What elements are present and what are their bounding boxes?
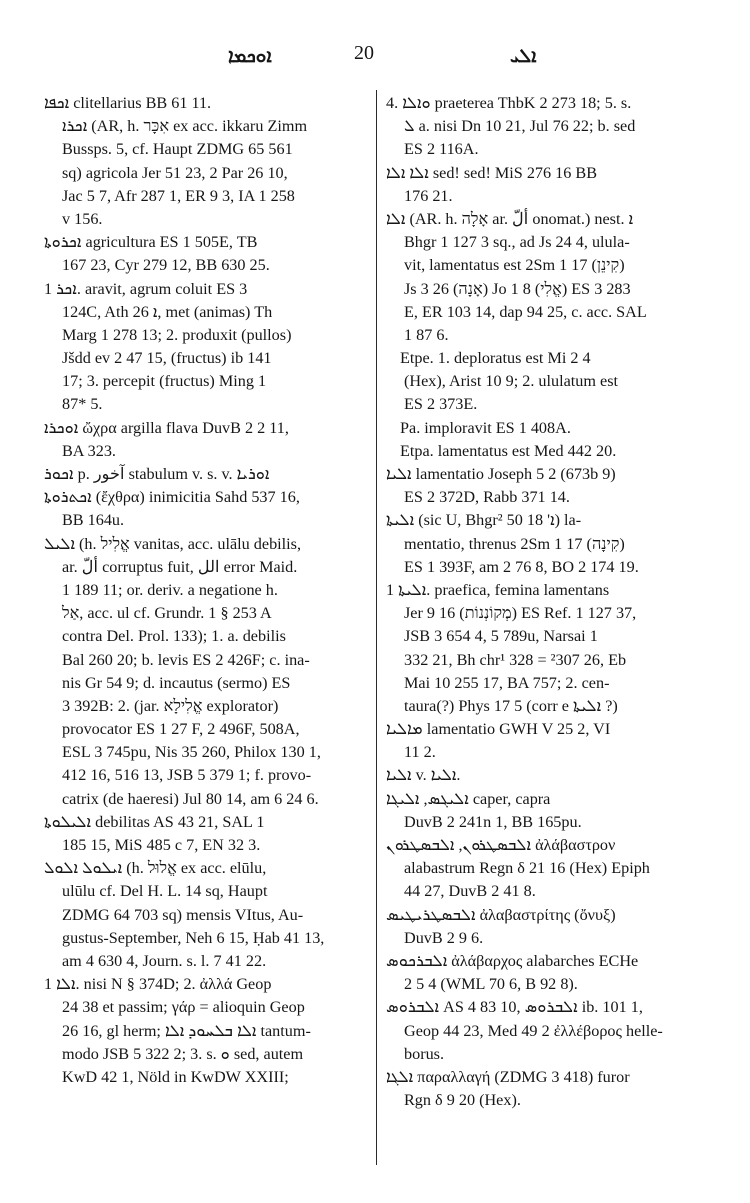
entry-line: 124C, Ath ܐ 26, met (animas) Th xyxy=(62,302,273,321)
entry-line: vit, lamentatus est 2Sm 1 17 (קִינֵן) xyxy=(404,256,625,275)
entry-line: ܐܠܒܪܘܣ AS 4 83 10, ܐܠܒܪܘܣ ib. 101 1, xyxy=(386,998,643,1017)
entry-line: borus. xyxy=(404,1044,445,1063)
entry-line: sq) agricola Jer 51 23, 2 Par 26 10, xyxy=(62,163,288,182)
entry-line: Mai 10 255 17, BA 757; 2. cen- xyxy=(404,673,610,692)
entry-line: alabastrum Regn δ 21 16 (Hex) Epiph xyxy=(404,859,650,878)
entry-line: v 156. xyxy=(62,209,103,228)
entry-line: Jšdd ev 2 47 15, (fructus) ib 141 xyxy=(62,349,272,368)
entry-line: KwD 42 1, Nöld in KwDW XXIII; xyxy=(62,1067,289,1086)
entry-line: BA 323. xyxy=(62,441,116,460)
entry-line: ES 2 372D, Rabb 371 14. xyxy=(404,488,570,507)
entry-line: ܐܠܒܪܟܘܣ ἀλάβαρχος alabarches ECHe xyxy=(386,951,639,970)
entry-line: catrix (de haeresi) Jul 80 14, am 6 24 6. xyxy=(62,789,319,808)
entry-line: 17; 3. percepit (fructus) Ming 1 xyxy=(62,372,267,391)
entry-line: Jac 5 7, Afr 287 1, ER 9 3, IA 1 258 xyxy=(62,186,295,205)
entry-line: modo JSB 5 322 2; 3. s. ܘ sed, autem xyxy=(62,1044,304,1063)
entry-line: 332 21, Bh chr¹ 328 = ²307 26, Eb xyxy=(404,650,627,669)
entry-line: Js 3 26 (אָנָה) Jo 1 8 (אֱלִי) ES 3 283 xyxy=(404,279,631,298)
entry-line: ܐܠܐ 1. nisi N § 374D; 2. ἀλλά Geop xyxy=(44,975,272,994)
entry-line: ܐܠܝܐ lamentatio Joseph 5 2 (673b 9) xyxy=(386,465,616,483)
entry-line: ܐܟܪܘܬܐ agricultura ES 1 505E, TB xyxy=(44,233,258,252)
entry-line: 176 21. xyxy=(404,186,453,205)
entry-line: JSB 3 654 4, 5 789u, Narsai 1 xyxy=(404,627,598,646)
entry-line: ܐܠܝܐ v. ܐܠܝܐ. xyxy=(386,766,461,785)
page-header xyxy=(0,42,750,74)
entry-line: ܐܠܝܠ (h. אֱלִיל vanitas, acc. ulālu debilis, xyxy=(44,534,301,553)
entry-line: Geop 44 23, Med 49 2 ἐλλέβορος helle- xyxy=(404,1021,663,1040)
entry-line: provocator ES 1 27 F, 2 496F, 508A, xyxy=(62,720,300,739)
entry-line: ܐܠܝܬܐ (sic U, Bhgr² 50 18 'ܐ) la- xyxy=(386,511,582,530)
entry-line: E, ER 103 14, dap 94 25, c. acc. SAL xyxy=(404,302,647,321)
entry-line: ܐܟܪ 1. aravit, agrum coluit ES 3 xyxy=(44,279,248,298)
entry-line: 24 38 et passim; γάρ = alioquin Geop xyxy=(62,998,305,1017)
entry-line: Etpa. lamentatus est Med 442 20. xyxy=(400,441,617,460)
entry-line: אַל, acc. ul cf. Grundr. 1 § 253 A xyxy=(62,604,272,623)
entry-line: ulūlu cf. Del H. L. 14 sq, Haupt xyxy=(62,882,268,901)
entry-line: Etpe. 1. deploratus est Mi 2 4 xyxy=(400,349,591,368)
entry-line: DuvB 2 9 6. xyxy=(404,928,484,947)
entry-line: 4. ܘܐܠܐ praeterea ThbK 2 273 18; 5. s. xyxy=(386,94,632,112)
entry-line: BB 164u. xyxy=(62,511,125,530)
page-number: 20 xyxy=(354,42,374,64)
entry-line: ܐܟܘܪ p. آخور stabulum v. s. v. ܐܘܪܝܐ xyxy=(44,465,270,483)
entry-line: ܐܘܟܪܐ ὤχρα argilla flava DuvB 2 2 11, xyxy=(44,418,289,437)
entry-line: Bhgr 1 127 3 sq., ad Js 24 4, ulula- xyxy=(404,233,630,252)
entry-line: (Hex), Arist 10 9; 2. ululatum est xyxy=(404,372,619,391)
entry-line: ܐܠܝܬܐ 1. praefica, femina lamentans xyxy=(386,580,610,599)
entry-line: ES 2 373E. xyxy=(404,395,478,414)
entry-line: ܐܠܓܐ παραλλαγή (ZDMG 3 418) furor xyxy=(386,1067,630,1086)
entry-line: Marg 1 278 13; 2. produxit (pullos) xyxy=(62,325,292,344)
entry-line: ܐܠܐ (AR. h. אָלָה ar. ألّ onomat.) nest. ܐ xyxy=(386,209,634,228)
right-column xyxy=(386,92,720,1112)
entry-line: ܐܠܒܣܛܪܘܢ, ܐܠܒܣܛܪܘܢ ἀλάβαστρον xyxy=(386,836,616,854)
entry-line: ܡܐܠܝܐ lamentatio GWH V 25 2, VI xyxy=(386,720,611,739)
entry-line: contra Del. Prol. 133); 1. a. debilis xyxy=(62,627,286,646)
entry-line: ZDMG 64 703 sq) mensis VItus, Au- xyxy=(62,905,304,924)
entry-line: 1 87 6. xyxy=(404,325,449,344)
entry-line: 167 23, Cyr 279 12, BB 630 25. xyxy=(62,256,270,275)
entry-line: nis Gr 54 9; d. incautus (sermo) ES xyxy=(62,673,291,692)
entry-line: gustus-September, Neh 6 15, Ḥab 41 13, xyxy=(62,928,325,947)
entry-line: 185 15, MiS 485 c 7, EN 32 3. xyxy=(62,836,261,854)
entry-line: DuvB 2 241n 1, BB 165pu. xyxy=(404,812,582,831)
column-divider xyxy=(376,90,377,1165)
entry-line: ar. ألّ corruptus fuit, الل error Maid. xyxy=(62,557,298,576)
entry-line: taura(?) Phys 17 5 (corr e ܐܠܝܬܐ ?) xyxy=(404,696,618,715)
entry-line: Rgn δ 9 20 (Hex). xyxy=(404,1091,521,1110)
entry-line: 44 27, DuvB 2 41 8. xyxy=(404,882,536,901)
entry-line: ܐܝܠܘܠ ܐܠܘܠ (h. אֱלוּל ex acc. elūlu, xyxy=(44,859,267,878)
entry-line: ܐܠܝܠܘܬܐ debilitas AS 43 21, SAL 1 xyxy=(44,812,265,831)
entry-line: 26 16, gl herm; ܐܠܐ ܒܠܚܘܕ ܐܠܐ tantum- xyxy=(62,1021,311,1040)
running-head-right: ܐܠܝ xyxy=(510,46,537,67)
entry-line: ES 2 116A. xyxy=(404,140,479,159)
entry-line: mentatio, threnus 2Sm 1 17 (קִינָה) xyxy=(404,534,625,553)
entry-line: Bal 260 20; b. levis ES 2 426F; c. ina- xyxy=(62,650,310,669)
entry-line: 412 16, 516 13, JSB 5 379 1; f. provo- xyxy=(62,766,312,785)
entry-line: ܐܟܬܪܘܬܐ (ἔχθρα) inimicitia Sahd 537 16, xyxy=(44,488,300,507)
left-column xyxy=(44,92,370,1089)
entry-line: ܐܠܒܣܛܪܝܛܝܣ ἀλαβαστρίτης (ὄνυξ) xyxy=(386,905,616,924)
entry-line: 3 392B: 2. (jar. אֱלִילָא explorator) xyxy=(62,696,279,715)
entry-line: 2 5 4 (WML 70 6, B 92 8). xyxy=(404,975,578,994)
entry-line: Bussps. 5, cf. Haupt ZDMG 65 561 xyxy=(62,140,293,159)
running-head-left: ܐܘܟܡܐ xyxy=(228,46,272,67)
entry-line: 1 189 11; or. deriv. a negatione h. xyxy=(62,580,278,599)
entry-line: 87* 5. xyxy=(62,395,103,414)
entry-line: ES 1 393F, am 2 76 8, BO 2 174 19. xyxy=(404,557,639,576)
entry-line: ܐܟܪܐ (AR, h. אִכָּר ex acc. ikkaru Zimm xyxy=(62,117,308,136)
entry-line: ܐܠܝܓܣ, ܐܠܝܓܐ caper, capra xyxy=(386,789,551,808)
entry-line: Jer 9 16 (מְקוֹנְנוֹת) ES Ref. 1 127 37, xyxy=(404,604,637,623)
entry-line: ܐܟܦܐ clitellarius BB 61 11. xyxy=(44,94,212,112)
entry-line: Pa. imploravit ES 1 408A. xyxy=(400,418,571,437)
entry-line: ܐܠܐ ܐܠܐ sed! sed! MiS 276 16 BB xyxy=(386,163,597,182)
entry-line: am 4 630 4, Journ. s. l. 7 41 22. xyxy=(62,951,267,970)
entry-line: 11 2. xyxy=(404,743,436,762)
entry-line: ܠ a. nisi Dn 10 21, Jul 76 22; b. sed xyxy=(404,117,636,136)
entry-line: ESL 3 745pu, Nis 35 260, Philox 130 1, xyxy=(62,743,321,762)
